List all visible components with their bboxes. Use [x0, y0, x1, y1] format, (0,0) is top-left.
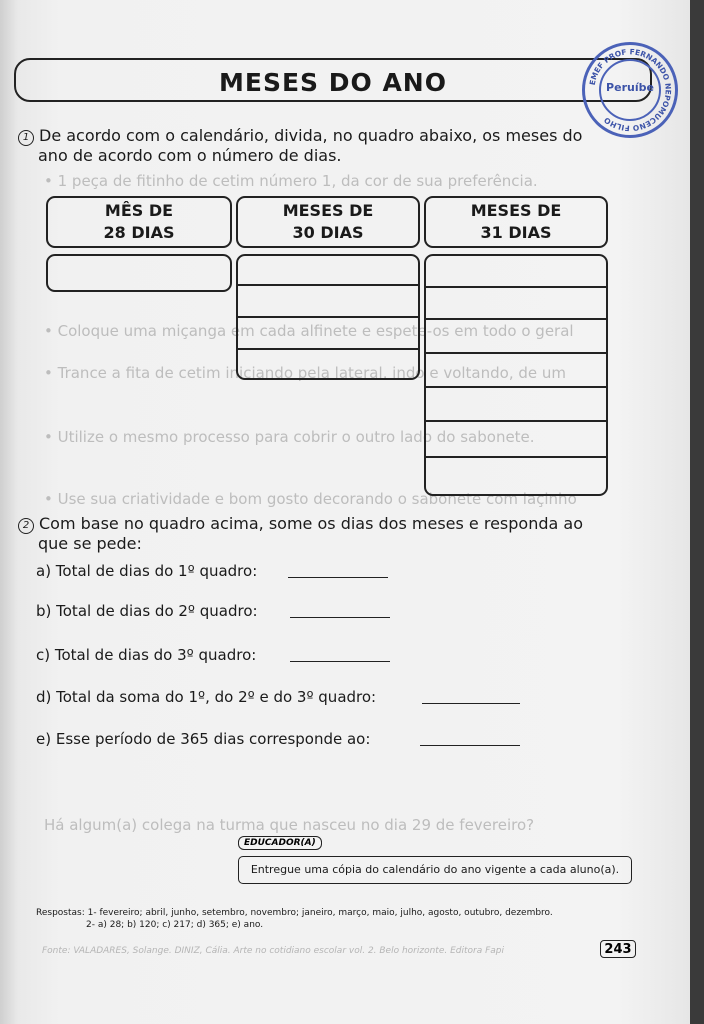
- column-31-days: [424, 254, 608, 496]
- page-number: 243: [600, 940, 636, 958]
- row-line: [236, 348, 420, 350]
- book-edge-shadow: [690, 0, 704, 1024]
- header-31-line1: MESES DE: [470, 201, 562, 220]
- row-line: [424, 286, 608, 288]
- answer-blank-a[interactable]: [288, 577, 388, 578]
- row-line: [424, 420, 608, 422]
- worksheet-page: • 1 peça de fitinho de cetim número 1, da cor de sua preferência. • Coloque uma miçanga em cada alfinete e espete-os em todo o geral • Trance a fita de cetim iniciando pela lateral, indo e voltando, de um • Utilize o mesmo processo para cobrir o outro lado do sabonete. • Use sua criatividade e bom gosto decorando o sabonete com laçinho Há algum(a) colega na turma que nasceu no dia 29 de fevereiro? MESES DO ANO EMEF PROF FERNANDO NEPOMUCENO FILHO Peruíbe 1 De acordo com o calendário, divida, no quadro abaixo, os meses do ano de acordo com o número de dias. MÊS DE 28 DIAS MESES DE 30 DIAS MESES DE 31 DIAS 2 Com base no quadro acima, some os dias dos meses e responda ao que se pede: a) Total de dias do 1º quadro: b) Total de dias do 2º quadro: c) Total de dias do 3º quadro: d) Total da soma do 1º, do 2º e do 3º quadro: e) Esse período de 365 dias corresponde ao: EDUCADOR(A) Entregue uma cópia do calendário do ano vigente a cada aluno(a). Respostas: 1- fevereiro; abril, junho, setembro, novembro; janeiro, março, maio, julho, agosto, outubro, dezembro. 2- a) 28; b) 120; c) 217; d) 365; e) ano. Fonte: VALADARES, Solange. DINIZ, Cália. Arte no cotidiano escolar vol. 2. Belo horizonte. Editora Fapi 243: [0, 0, 690, 1024]
- row-line: [424, 318, 608, 320]
- row-line: [236, 284, 420, 286]
- answers-line1: Respostas: 1- fevereiro; abril, junho, setembro, novembro; janeiro, março, maio, julho, agosto, outubro, dezembro.: [36, 908, 553, 918]
- school-stamp: [582, 42, 678, 138]
- row-line: [424, 352, 608, 354]
- header-30-line1: MESES DE: [282, 201, 374, 220]
- question-1-number: 1: [18, 130, 34, 146]
- question-2-number: 2: [18, 518, 34, 534]
- row-line: [424, 456, 608, 458]
- header-28-days: [46, 196, 232, 248]
- item-c: c) Total de dias do 3º quadro:: [36, 646, 257, 664]
- question-2: [18, 514, 583, 534]
- item-d: d) Total da soma do 1º, do 2º e do 3º quadro:: [36, 688, 377, 706]
- stamp-city: Peruíbe: [606, 81, 654, 94]
- answer-blank-e[interactable]: [420, 745, 520, 746]
- item-e: e) Esse período de 365 dias corresponde ao:: [36, 730, 371, 748]
- header-28-line1: MÊS DE: [104, 201, 174, 220]
- question-1-line2: ano de acordo com o número de dias.: [38, 146, 342, 165]
- item-a: a) Total de dias do 1º quadro:: [36, 562, 258, 580]
- answer-blank-b[interactable]: [290, 617, 390, 618]
- answer-blank-c[interactable]: [290, 661, 390, 662]
- header-31-days: [424, 196, 608, 248]
- educador-note: Entregue uma cópia do calendário do ano vigente a cada aluno(a).: [238, 856, 632, 884]
- header-30-days: [236, 196, 420, 248]
- source-footer: Fonte: VALADARES, Solange. DINIZ, Cália. Arte no cotidiano escolar vol. 2. Belo horizonte. Editora Fapi: [42, 946, 505, 956]
- educador-label: EDUCADOR(A): [238, 836, 322, 850]
- question-2-line2: que se pede:: [38, 534, 142, 553]
- answers-line2: 2- a) 28; b) 120; c) 217; d) 365; e) ano.: [86, 920, 264, 930]
- column-28-days: [46, 254, 232, 292]
- question-2-line1: Com base no quadro acima, some os dias dos meses e responda ao: [39, 514, 583, 533]
- item-b: b) Total de dias do 2º quadro:: [36, 602, 258, 620]
- answer-blank-d[interactable]: [422, 703, 520, 704]
- question-1: [18, 126, 582, 146]
- question-1-line1: De acordo com o calendário, divida, no quadro abaixo, os meses do: [39, 126, 583, 145]
- header-30-line2: 30 DIAS: [292, 223, 364, 242]
- header-31-line2: 31 DIAS: [480, 223, 552, 242]
- row-line: [424, 386, 608, 388]
- stamp-ring-text: EMEF PROF FERNANDO NEPOMUCENO FILHO: [587, 47, 673, 133]
- row-line: [236, 316, 420, 318]
- page-title: MESES DO ANO: [219, 68, 447, 97]
- title-banner: [14, 58, 652, 102]
- header-28-line2: 28 DIAS: [103, 223, 175, 242]
